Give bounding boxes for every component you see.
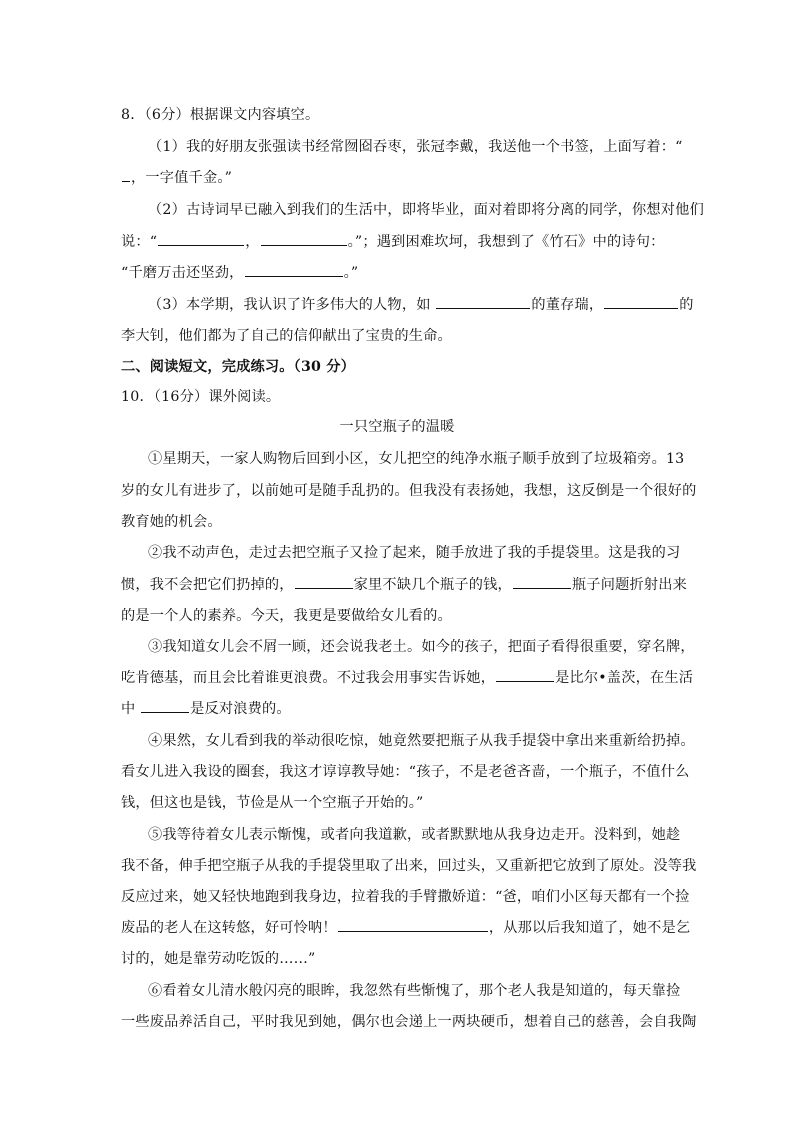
- q8-p3-line1-c: 的: [679, 297, 694, 313]
- para4-line2: 看女儿进入我设的圈套，我这才谆谆教导她：“孩子，不是老爸吝啬，一个瓶子，不值什么: [121, 764, 690, 780]
- passage-title: 一只空瓶子的温暖: [339, 419, 455, 435]
- q10-heading: 10．（16分）课外阅读。: [121, 389, 281, 405]
- para1-line3: 教育她的机会。: [121, 514, 222, 530]
- para3-line3: [121, 698, 291, 718]
- para6-line2: 一些废品养活自己，平时我见到她，偶尔也会递上一两块硬币，想着自己的慈善，会自我陶: [121, 1014, 697, 1030]
- para5-line4: [121, 917, 690, 937]
- para2-line2: [121, 574, 687, 594]
- para1-line1: ①星期天，一家人购物后回到小区，女儿把空的纯净水瓶子顺手放到了垃圾箱旁。13: [148, 451, 685, 467]
- para5-line4-a: 废品的老人在这转悠，好可怜呐！: [121, 920, 337, 936]
- answer-blank[interactable]: [261, 244, 347, 246]
- answer-blank[interactable]: [436, 307, 530, 309]
- q8-p1-line2: [121, 167, 232, 187]
- q8-p3-line2: 李大钊，他们都为了自己的信仰献出了宝贵的生命。: [121, 328, 452, 344]
- q8-p1-line1: （1）我的好朋友张强读书经常囫囵吞枣，张冠李戴，我送他一个书签，上面写着：“: [148, 139, 683, 155]
- para4-line1: ④果然，女儿看到我的举动很吃惊，她竟然要把瓶子从我手提袋中拿出来重新给扔掉。: [148, 733, 695, 749]
- q8-heading: 8．（6分）根据课文内容填空。: [121, 107, 320, 123]
- para3-line2-b: 是比尔•盖茨，在生活: [555, 670, 694, 686]
- q8-p2-line2: [121, 231, 665, 251]
- para5-line4-b: ，从那以后我知道了，她不是乞: [488, 920, 691, 936]
- para6-line1: ⑥看着女儿清水般闪亮的眼眸，我忽然有些惭愧了，那个老人我是知道的，每天靠捡: [148, 983, 681, 999]
- q8-p3-line1-b: 的董存瑞，: [531, 297, 604, 313]
- answer-blank[interactable]: [122, 180, 130, 182]
- q8-p2-line2-b: ，: [245, 234, 260, 250]
- para3-line3-a: 中: [121, 701, 141, 717]
- section2-heading: 二、阅读短文，完成练习。（30 分）: [121, 359, 355, 375]
- answer-blank[interactable]: [158, 244, 244, 246]
- para5-line2: 我不备，伸手把空瓶子从我的手提袋里取了出来，回过头，又重新把它放到了原处。没等我: [121, 858, 697, 874]
- answer-blank[interactable]: [513, 587, 571, 589]
- para2-line2-c: 瓶子问题折射出来: [571, 577, 688, 593]
- para2-line2-b: 家里不缺几个瓶子的钱，: [353, 577, 512, 593]
- para3-line2: [121, 667, 693, 687]
- answer-blank[interactable]: [295, 587, 353, 589]
- para2-line2-a: 惯，我不会把它们扔掉的，: [121, 577, 294, 593]
- para2-line1: ②我不动声色，走过去把空瓶子又捡了起来，随手放进了我的手提袋里。这是我的习: [148, 545, 681, 561]
- q8-p1-line2-text: ，一字值千金。”: [131, 170, 233, 186]
- para5-line5: 讨的，她是靠劳动吃饭的……”: [121, 951, 316, 967]
- para3-line1: ③我知道女儿会不屑一顾，还会说我老土。如今的孩子，把面子看得很重要，穿名牌，: [148, 639, 695, 655]
- answer-blank[interactable]: [604, 307, 678, 309]
- para3-line3-b: 是反对浪费的。: [190, 701, 291, 717]
- q8-p3-line1: [148, 294, 694, 314]
- para1-line2: 岁的女儿有进步了，以前她可是随手乱扔的。但我没有表扬她，我想，这反倒是一个很好的: [121, 483, 697, 499]
- q8-p2-line3: [121, 262, 358, 282]
- answer-blank[interactable]: [496, 680, 554, 682]
- q8-p2-line3-b: 。”: [343, 265, 359, 281]
- q8-p2-line2-a: 说：“: [121, 234, 158, 250]
- para5-line3: 反应过来，她又轻快地跑到我身边，拉着我的手臂撒娇道：“爸，咱们小区每天都有一个捡: [121, 889, 690, 905]
- para3-line2-a: 吃肯德基，而且会比着谁更浪费。不过我会用事实告诉她，: [121, 670, 496, 686]
- answer-blank[interactable]: [338, 930, 488, 932]
- q8-p3-line1-a: （3）本学期，我认识了许多伟大的人物，如: [148, 297, 436, 313]
- para5-line1: ⑤我等待着女儿表示惭愧，或者向我道歉，或者默默地从我身边走开。没料到，她趁: [148, 827, 681, 843]
- q8-p2-line2-c: 。”；遇到困难坎坷，我想到了《竹石》中的诗句：: [347, 234, 665, 250]
- para4-line3: 钱，但这也是钱，节俭是从一个空瓶子开始的。”: [121, 795, 424, 811]
- para2-line3: 的是一个人的素养。今天，我更是要做给女儿看的。: [121, 608, 452, 624]
- q8-p2-line1: （2）古诗词早已融入到我们的生活中，即将毕业，面对着即将分离的同学，你想对他们: [148, 202, 704, 218]
- q8-p2-line3-a: “千磨万击还坚劲，: [121, 265, 244, 281]
- answer-blank[interactable]: [141, 711, 189, 713]
- answer-blank[interactable]: [245, 275, 343, 277]
